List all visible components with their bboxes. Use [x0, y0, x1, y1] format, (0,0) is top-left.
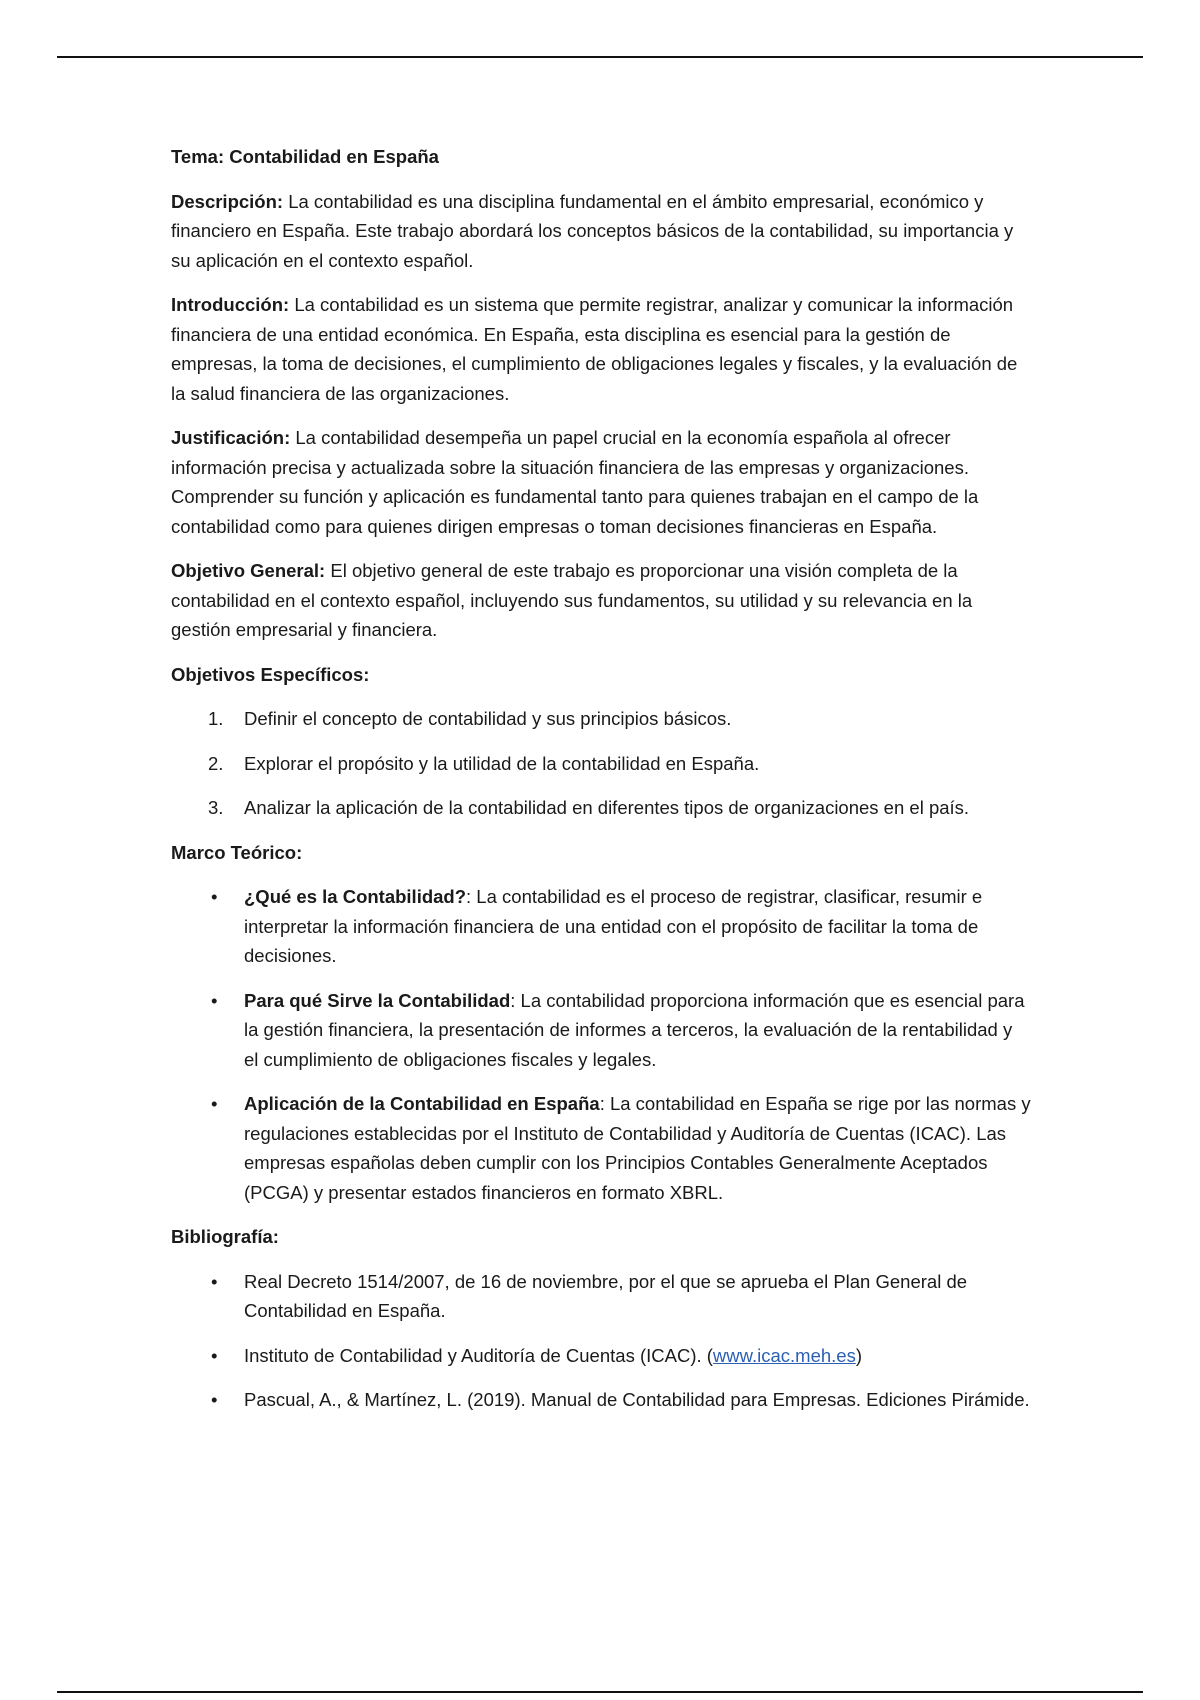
- list-item-text-after: ): [855, 1344, 862, 1366]
- justificacion-label: Justificación:: [171, 427, 291, 448]
- introduccion-text: La contabilidad es un sistema que permite registrar, analizar y comunicar la información financiera de una entidad económica. En España, esta disciplina es esencial para la gestión de empresas, la toma de decisiones, el cumplimiento de obligaciones legales y fiscales, y la evaluación de la salud financiera de las organizaciones.: [171, 294, 1018, 404]
- list-number: 1.: [208, 708, 224, 729]
- document-body: [171, 142, 1031, 1430]
- marco-teorico-list: [171, 882, 1031, 1207]
- list-number: 2.: [208, 752, 224, 774]
- list-item-text: Explorar el propósito y la utilidad de la contabilidad en España.: [244, 752, 760, 774]
- list-item: [171, 1385, 1031, 1415]
- list-item: [171, 1341, 1031, 1371]
- bullet-icon: •: [211, 989, 218, 1011]
- list-item: [171, 1089, 1031, 1207]
- list-item-text: : La contabilidad proporciona información que es esencial para la gestión financiera, la presentación de informes a terceros, la evaluación de la rentabilidad y el cumplimiento de obligaciones fiscales y legales.: [244, 989, 1025, 1070]
- tema-heading: [171, 142, 1031, 172]
- tema-label: Tema: Contabilidad en España: [171, 146, 439, 167]
- bibliografia-heading: [171, 1222, 1031, 1252]
- list-item-text: : La contabilidad es el proceso de registrar, clasificar, resumir e interpretar la información financiera de una entidad con el propósito de facilitar la toma de decisiones.: [244, 886, 983, 966]
- list-item-term: Aplicación de la Contabilidad en España: [244, 1093, 600, 1114]
- list-item-text: : La contabilidad en España se rige por las normas y regulaciones establecidas por el Instituto de Contabilidad y Auditoría de Cuentas (ICAC). Las empresas españolas deben cumplir con los Principios Contables Generalmente Aceptados (PCGA) y presentar estados financieros en formato XBRL.: [244, 1093, 1031, 1203]
- introduccion-label: Introducción:: [171, 294, 290, 315]
- icac-link[interactable]: www.icac.meh.es: [712, 1344, 856, 1366]
- header-rule: [57, 56, 1143, 58]
- descripcion-text: La contabilidad es una disciplina fundamental en el ámbito empresarial, económico y financiero en España. Este trabajo abordará los conceptos básicos de la contabilidad, su importancia y su aplicación en el contexto español.: [171, 190, 1014, 271]
- list-item-text: Definir el concepto de contabilidad y sus principios básicos.: [244, 708, 732, 729]
- list-item-term: ¿Qué es la Contabilidad?: [244, 886, 467, 907]
- descripcion-paragraph: [171, 187, 1031, 276]
- bibliografia-label: Bibliografía:: [171, 1226, 279, 1247]
- list-item-text: Instituto de Contabilidad y Auditoría de Cuentas (ICAC). (: [244, 1344, 713, 1366]
- bullet-icon: •: [211, 1093, 218, 1114]
- bibliografia-list: [171, 1267, 1031, 1415]
- objetivo-general-label: Objetivo General:: [171, 560, 326, 581]
- introduccion-paragraph: [171, 290, 1031, 408]
- list-item: [171, 793, 1031, 823]
- marco-teorico-label: Marco Teórico:: [171, 841, 303, 863]
- footer-rule: [57, 1691, 1143, 1693]
- objetivo-general-text: El objetivo general de este trabajo es proporcionar una visión completa de la contabilidad en el contexto español, incluyendo sus fundamentos, su utilidad y su relevancia en la gestión empresarial y financiera.: [171, 560, 973, 640]
- list-item: [171, 1267, 1031, 1326]
- marco-teorico-heading: [171, 838, 1031, 868]
- list-item: [171, 882, 1031, 971]
- descripcion-label: Descripción:: [171, 190, 284, 212]
- list-item-text: Analizar la aplicación de la contabilidad en diferentes tipos de organizaciones en el país.: [244, 797, 970, 818]
- list-number: 3.: [208, 797, 224, 818]
- list-item: [171, 704, 1031, 734]
- bullet-icon: •: [211, 1344, 218, 1366]
- bullet-icon: •: [211, 886, 218, 907]
- list-item: [171, 749, 1031, 779]
- bullet-icon: •: [211, 1389, 218, 1410]
- objetivos-especificos-label: Objetivos Específicos:: [171, 663, 370, 685]
- list-item-text: Pascual, A., & Martínez, L. (2019). Manual de Contabilidad para Empresas. Ediciones Pirámide.: [244, 1389, 1030, 1410]
- list-item-term: Para qué Sirve la Contabilidad: [244, 989, 511, 1011]
- bullet-icon: •: [211, 1270, 218, 1292]
- justificacion-text: La contabilidad desempeña un papel crucial en la economía española al ofrecer información precisa y actualizada sobre la situación financiera de las empresas y organizaciones. Comprender su función y aplicación es fundamental tanto para quienes trabajan en el campo de la contabilidad como para quienes dirigen empresas o toman decisiones financieras en España.: [171, 427, 979, 537]
- objetivo-general-paragraph: [171, 556, 1031, 645]
- list-item: [171, 986, 1031, 1075]
- objetivos-especificos-heading: [171, 660, 1031, 690]
- objetivos-especificos-list: [171, 704, 1031, 823]
- justificacion-paragraph: [171, 423, 1031, 541]
- list-item-text: Real Decreto 1514/2007, de 16 de noviembre, por el que se aprueba el Plan General de Contabilidad en España.: [244, 1270, 968, 1321]
